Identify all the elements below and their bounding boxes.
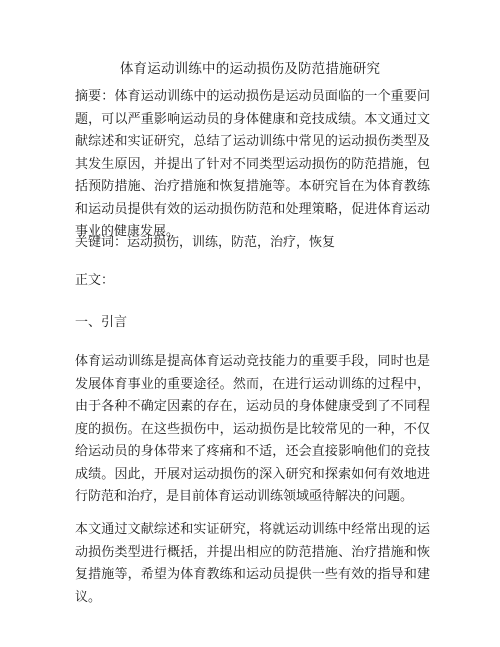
keywords-line: 关键词：运动损伤，训练，防范，治疗，恢复 [75, 235, 336, 250]
intro-paragraph-1: 体育运动训练是提高体育运动竞技能力的重要手段，同时也是发展体育事业的重要途径。然而，在进行运动训练的过程中，由于各种不确定因素的存在，运动员的身体健康受到了不同程度的损伤。在这些损伤中，运动损伤是比较常见的一种，不仅给运动员的身体带来了疼痛和不适，还会直接影响他们的竞技成绩。因此，开展对运动损伤的深入研究和探索如何有效地进行防范和治疗，是目前体育运动训练领域亟待解决的问题。 [75, 354, 430, 504]
intro-paragraph-2: 本文通过文献综述和实证研究，将就运动训练中经常出现的运动损伤类型进行概括，并提出相应的防范措施、治疗措施和恢复措施等，希望为体育教练和运动员提供一些有效的指导和建议。 [75, 522, 430, 605]
document-title: 体育运动训练中的运动损伤及防范措施研究 [119, 61, 381, 77]
abstract-paragraph: 摘要：体育运动训练中的运动损伤是运动员面临的一个重要问题，可以严重影响运动员的身体健康和竞技成绩。本文通过文献综述和实证研究，总结了运动训练中常见的运动损伤类型及其发生原因，并提出了针对不同类型运动损伤的防范措施，包括预防措施、治疗措施和恢复措施等。本研究旨在为体育教练和运动员提供有效的运动损伤防范和处理策略，促进体育运动事业的健康发展。 [75, 89, 430, 239]
section-heading: 一、引言 [75, 315, 128, 330]
body-label: 正文： [75, 273, 115, 288]
